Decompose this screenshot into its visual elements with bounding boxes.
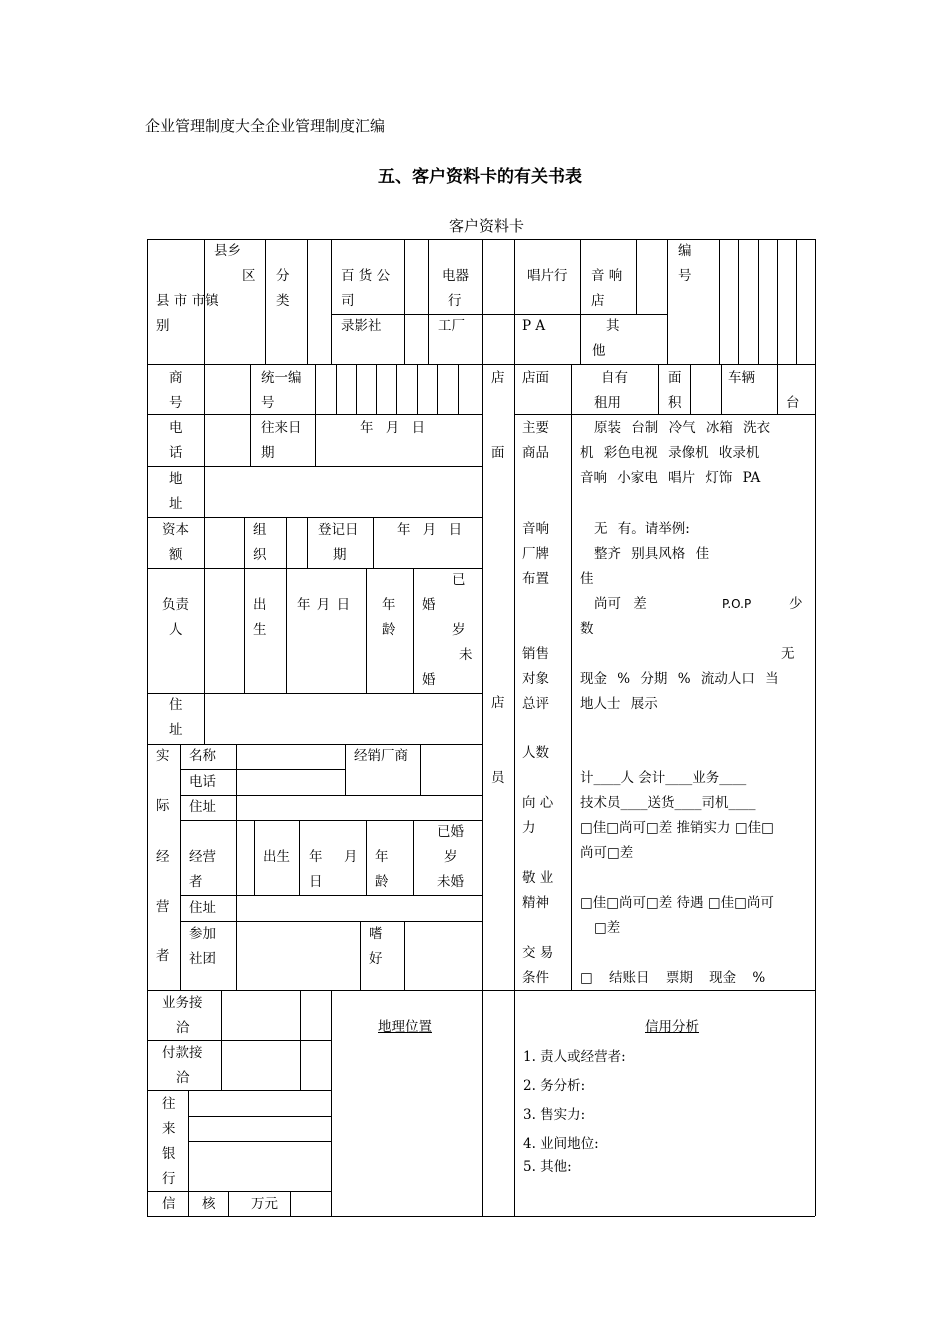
audio-store-label-b: 店	[591, 293, 605, 309]
loyalty-label-a: 向 心	[522, 795, 554, 811]
actual-operator-2: 际	[156, 798, 170, 814]
staff-count-value-2: 技术员____送货____司机____	[580, 795, 756, 811]
sales-none-label: 无	[781, 646, 795, 662]
factory-label: 工厂	[438, 318, 465, 334]
since-date: 年 月 日	[360, 420, 426, 436]
dedication-label-a: 敬 业	[522, 870, 554, 886]
loyalty-label-b: 力	[522, 820, 536, 836]
dealer-label: 经销厂商	[354, 748, 408, 764]
dedication-value-2: □差	[594, 920, 621, 936]
goods-line-2: 机 彩色电视 录像机 收录机	[580, 445, 760, 461]
hobby-label-b: 好	[369, 951, 383, 967]
staff-section-label-2: 员	[491, 770, 505, 786]
goods-line-3: 音响 小家电 唱片 灯饰 PA	[580, 470, 761, 486]
married-label-b: 婚	[422, 597, 436, 613]
operator-label-a: 经营	[189, 849, 216, 865]
audio-brand-label-2: 厂牌	[522, 546, 549, 562]
class-label-b: 类	[276, 293, 290, 309]
few-label-b: 数	[580, 621, 594, 637]
address-label-a: 地	[169, 471, 183, 487]
brand-value-3: 佳	[580, 571, 594, 587]
operator-address2-label: 住址	[189, 900, 216, 916]
operator-phone-label: 电话	[189, 774, 216, 790]
header-text: 企业管理制度大全企业管理制度汇编	[145, 117, 386, 135]
number-label-a: 编	[678, 243, 692, 259]
age-unit-label: 岁	[452, 622, 466, 638]
operator-day-label: 日	[309, 874, 323, 890]
pay-contact-label-b: 洽	[176, 1070, 190, 1086]
brand-value-2: 整齐 别具风格 佳	[594, 546, 710, 562]
phone-label-a: 电	[169, 420, 183, 436]
goods-line-1: 原装 台制 冷气 冰箱 洗衣	[594, 420, 771, 436]
operator-year-label: 年	[309, 849, 323, 865]
brand-value-1: 无 有。请举例:	[594, 521, 690, 537]
reg-date: 年 月 日	[397, 522, 463, 538]
capital-label-a: 资本	[162, 522, 189, 538]
hobby-label-a: 嗜	[369, 926, 383, 942]
geo-location-title: 地理位置	[378, 1019, 432, 1035]
reg-date-label-b: 期	[333, 547, 347, 563]
own-label: 自有	[601, 370, 628, 386]
unified-no-label-b: 号	[261, 395, 275, 411]
owner-label-a: 负责	[162, 597, 189, 613]
dept-store-label-b: 司	[341, 293, 355, 309]
few-label-a: 少	[789, 596, 803, 612]
reg-date-label-a: 登记日	[318, 522, 359, 538]
main-goods-label-b: 商品	[522, 445, 549, 461]
actual-operator-4: 营	[156, 899, 170, 915]
residence-label-a: 住	[169, 697, 183, 713]
owner-label-b: 人	[169, 622, 183, 638]
county-label-2: 区	[242, 268, 256, 284]
operator-married-label: 已婚	[437, 824, 464, 840]
operator-month-label: 月	[344, 849, 358, 865]
store-section-label-2: 面	[491, 445, 505, 461]
birth-date: 年 月 日	[297, 597, 351, 613]
biz-contact-label-b: 洽	[176, 1020, 190, 1036]
terms-label-b: 条件	[522, 970, 549, 986]
age-label-b: 龄	[382, 622, 396, 638]
bank-label-2: 来	[162, 1121, 176, 1137]
vehicle-unit-label: 台	[786, 395, 800, 411]
main-goods-label-a: 主要	[522, 420, 549, 436]
actual-operator-5: 者	[156, 948, 170, 964]
dept-store-label-a: 百 货 公	[341, 268, 391, 284]
age-label-a: 年	[382, 597, 396, 613]
audio-store-label-a: 音 响	[591, 268, 623, 284]
operator-age-unit-label: 岁	[444, 849, 458, 865]
sales-label-1: 销售	[522, 646, 549, 662]
credit-label-3: 万元	[251, 1196, 278, 1212]
section-title: 五、客户资料卡的有关书表	[378, 167, 582, 187]
bank-label-3: 银	[162, 1146, 176, 1162]
loyalty-value-1: □佳□尚可□差 推销实力 □佳□	[580, 820, 774, 836]
pop-label: P.O.P	[722, 597, 752, 611]
operator-age-label-a: 年	[375, 849, 389, 865]
unmarried-label-a: 未	[459, 647, 473, 663]
credit-label-2: 核	[202, 1196, 216, 1212]
card-title: 客户资料卡	[449, 217, 525, 235]
biz-contact-label-a: 业务接	[162, 995, 203, 1011]
birth-label-b: 生	[253, 622, 267, 638]
since-label-a: 往来日	[261, 420, 302, 436]
dedication-label-b: 精神	[522, 895, 549, 911]
terms-label-a: 交 易	[522, 945, 554, 961]
sales-label-3: 总评	[522, 696, 549, 712]
married-label-a: 已	[452, 572, 466, 588]
address-label-b: 址	[169, 496, 183, 512]
sales-label-2: 对象	[522, 671, 549, 687]
class-label-a: 分	[276, 268, 290, 284]
staff-section-label-1: 店	[491, 695, 505, 711]
capital-label-b: 额	[169, 547, 183, 563]
audio-brand-label-3: 布置	[522, 571, 549, 587]
area-label-b: 积	[668, 395, 682, 411]
org-label-a: 组	[253, 522, 267, 538]
staff-count-label: 人数	[522, 745, 549, 761]
org-label-b: 织	[253, 547, 267, 563]
vehicle-label: 车辆	[728, 370, 755, 386]
number-label-b: 号	[678, 268, 692, 284]
credit-item-5: 5. 其他:	[523, 1159, 572, 1175]
club-label-b: 社团	[189, 951, 216, 967]
bank-label-4: 行	[162, 1171, 176, 1187]
dedication-value-1: □佳□尚可□差 待遇 □佳□尚可	[580, 895, 774, 911]
elec-store-label-b: 行	[448, 293, 462, 309]
storefront-label: 店面	[522, 370, 549, 386]
phone-label-b: 话	[169, 445, 183, 461]
operator-address-label: 住址	[189, 799, 216, 815]
credit-analysis-title: 信用分析	[645, 1019, 699, 1035]
credit-item-3: 3. 售实力:	[523, 1107, 586, 1123]
operator-unmarried-label: 未婚	[437, 874, 464, 890]
other-label-b: 他	[592, 343, 606, 359]
operator-label-b: 者	[189, 874, 203, 890]
operator-age-label-b: 龄	[375, 874, 389, 890]
pa-label: P A	[522, 318, 546, 334]
other-label-a: 其	[606, 318, 620, 334]
county-label-4: 别	[156, 318, 170, 334]
sales-value-1: 现金 % 分期 % 流动人口 当	[580, 671, 779, 687]
credit-item-2: 2. 务分析:	[523, 1078, 586, 1094]
since-label-b: 期	[261, 445, 275, 461]
club-label-a: 参加	[189, 926, 216, 942]
operator-birth-label: 出生	[263, 849, 290, 865]
county-label-3: 县 市 市镇	[156, 293, 219, 309]
birth-label-a: 出	[253, 597, 267, 613]
actual-operator-3: 经	[156, 849, 170, 865]
area-label-a: 面	[668, 370, 682, 386]
credit-item-1: 1. 责人或经营者:	[523, 1049, 626, 1065]
pay-contact-label-a: 付款接	[162, 1045, 203, 1061]
store-section-label-1: 店	[491, 370, 505, 386]
rent-label: 租用	[594, 395, 621, 411]
shop-name-label-b: 号	[169, 395, 183, 411]
bank-label-1: 往	[162, 1096, 176, 1112]
staff-count-value-1: 计____人 会计____业务____	[580, 770, 747, 786]
terms-value: □ 结账日 票期 现金 %	[580, 970, 766, 986]
residence-label-b: 址	[169, 722, 183, 738]
actual-operator-1: 实	[156, 748, 170, 764]
layout-value-1: 尚可 差	[594, 596, 647, 612]
county-label-1: 县乡	[214, 243, 241, 259]
operator-name-label: 名称	[189, 748, 216, 764]
unified-no-label-a: 统一编	[261, 370, 302, 386]
video-store-label: 录影社	[341, 318, 382, 334]
audio-brand-label-1: 音响	[522, 521, 549, 537]
sales-value-2: 地人士 展示	[580, 696, 658, 712]
record-store-label: 唱片行	[527, 268, 568, 284]
credit-label-1: 信	[162, 1196, 176, 1212]
loyalty-value-2: 尚可□差	[580, 845, 634, 861]
elec-store-label-a: 电器	[442, 268, 469, 284]
unmarried-label-b: 婚	[422, 672, 436, 688]
credit-item-4: 4. 业间地位:	[523, 1136, 599, 1152]
shop-name-label-a: 商	[169, 370, 183, 386]
